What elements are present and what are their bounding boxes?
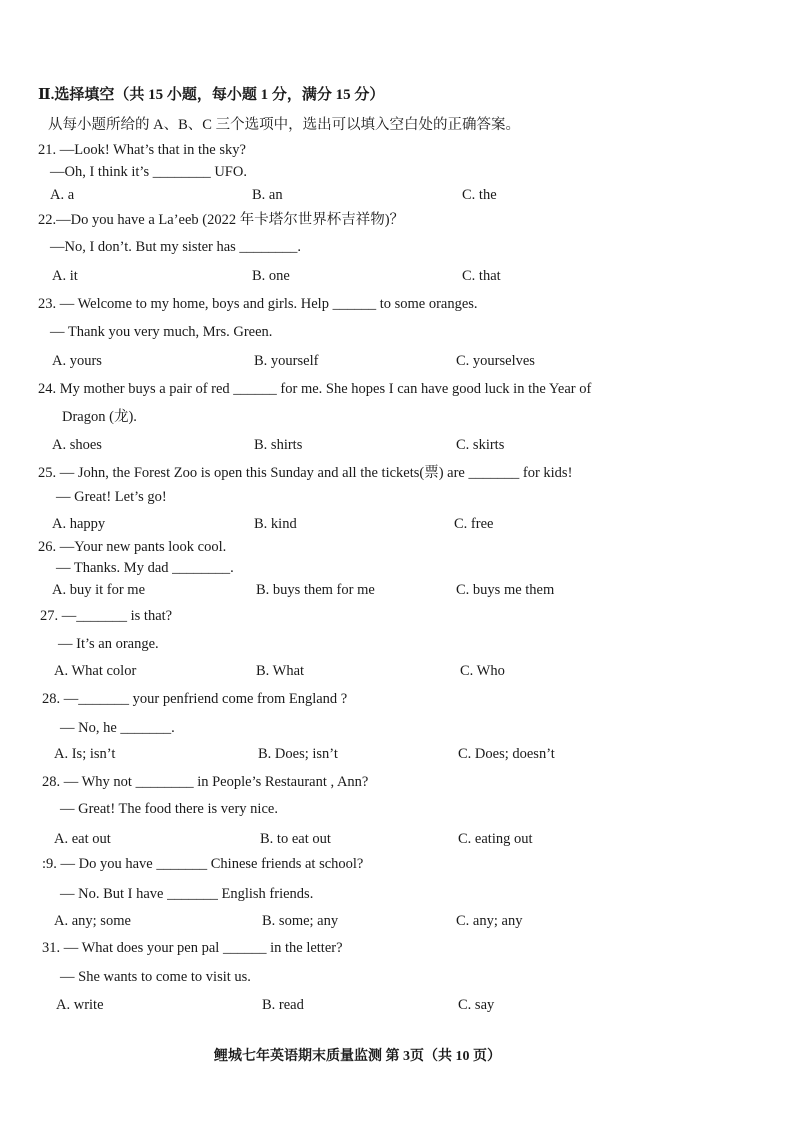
question-29-option-b: B. to eat out xyxy=(260,831,331,847)
section-instruction: 从每小题所给的 A、B、C 三个选项中，选出可以填入空白处的正确答案。 xyxy=(48,117,521,133)
question-27-option-c: C. Who xyxy=(460,663,505,679)
question-28-stem: 28. —_______ your penfriend come from England ? xyxy=(42,691,348,707)
question-24-option-c: C. skirts xyxy=(456,437,505,453)
question-25-stem: 25. — John, the Forest Zoo is open this Sunday and all the tickets(票) are _______ for kids! xyxy=(38,465,573,481)
question-21-option-c: C. the xyxy=(462,187,497,203)
section-title: Ⅱ.选择填空（共 15 小题，每小题 1 分，满分 15 分） xyxy=(38,87,385,103)
question-30-option-a: A. any; some xyxy=(54,913,131,929)
question-29-stem: 28. — Why not ________ in People’s Restaurant , Ann? xyxy=(42,774,369,790)
question-28-option-b: B. Does; isn’t xyxy=(258,746,338,762)
question-25-reply: — Great! Let’s go! xyxy=(56,489,167,505)
question-23-reply: — Thank you very much, Mrs. Green. xyxy=(50,324,273,340)
question-30-stem: :9. — Do you have _______ Chinese friends at school? xyxy=(42,856,364,872)
question-21-option-a: A. a xyxy=(50,187,75,203)
page-footer: 鲤城七年英语期末质量监测 第 3页（共 10 页） xyxy=(214,1049,501,1064)
question-31-stem: 31. — What does your pen pal ______ in the letter? xyxy=(42,940,343,956)
question-22-stem: 22.—Do you have a La’eeb (2022 年卡塔尔世界杯吉祥物)？ xyxy=(38,212,405,228)
question-31-option-c: C. say xyxy=(458,997,495,1013)
question-28-option-a: A. Is; isn’t xyxy=(54,746,116,762)
question-28-option-c: C. Does; doesn’t xyxy=(458,746,555,762)
question-28-reply: — No, he _______. xyxy=(60,720,175,736)
question-24-option-a: A. shoes xyxy=(52,437,102,453)
question-21-stem: 21. —Look! What’s that in the sky? xyxy=(38,142,246,158)
question-25-option-a: A. happy xyxy=(52,516,106,532)
question-30-reply: — No. But I have _______ English friends. xyxy=(60,886,314,902)
question-22-option-c: C. that xyxy=(462,268,501,284)
question-29-option-a: A. eat out xyxy=(54,831,111,847)
question-24-reply: Dragon (龙). xyxy=(62,409,137,425)
question-27-stem: 27. —_______ is that? xyxy=(40,608,173,624)
question-22-reply: —No, I don’t. But my sister has ________. xyxy=(50,239,302,255)
question-30-option-b: B. some; any xyxy=(262,913,339,929)
question-21-option-b: B. an xyxy=(252,187,283,203)
question-31-reply: — She wants to come to visit us. xyxy=(60,969,251,985)
question-25-option-c: C. free xyxy=(454,516,494,532)
question-29-option-c: C. eating out xyxy=(458,831,533,847)
question-26-option-c: C. buys me them xyxy=(456,582,555,598)
question-23-stem: 23. — Welcome to my home, boys and girls. Help ______ to some oranges. xyxy=(38,296,478,312)
question-26-option-a: A. buy it for me xyxy=(52,582,146,598)
question-26-option-b: B. buys them for me xyxy=(256,582,375,598)
question-22-option-a: A. it xyxy=(52,268,78,284)
question-21-reply: —Oh, I think it’s ________ UFO. xyxy=(50,164,247,180)
question-27-option-a: A. What color xyxy=(54,663,137,679)
question-27-option-b: B. What xyxy=(256,663,305,679)
question-24-option-b: B. shirts xyxy=(254,437,303,453)
question-31-option-b: B. read xyxy=(262,997,304,1013)
question-24-stem: 24. My mother buys a pair of red ______ for me. She hopes I can have good luck in the Year of xyxy=(38,381,592,397)
question-23-option-a: A. yours xyxy=(52,353,102,369)
question-27-reply: — It’s an orange. xyxy=(58,636,159,652)
question-23-option-c: C. yourselves xyxy=(456,353,535,369)
question-22-option-b: B. one xyxy=(252,268,290,284)
question-25-option-b: B. kind xyxy=(254,516,297,532)
question-29-reply: — Great! The food there is very nice. xyxy=(60,801,278,817)
question-31-option-a: A. write xyxy=(56,997,104,1013)
question-30-option-c: C. any; any xyxy=(456,913,523,929)
question-26-reply: — Thanks. My dad ________. xyxy=(56,560,234,576)
question-26-stem: 26. —Your new pants look cool. xyxy=(38,539,227,555)
question-23-option-b: B. yourself xyxy=(254,353,319,369)
